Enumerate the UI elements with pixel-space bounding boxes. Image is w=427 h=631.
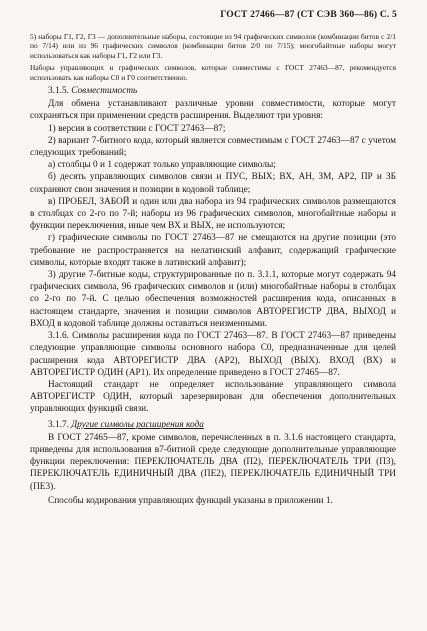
section-number: 3.1.5. [48,86,69,97]
list-item: 3) другие 7-битные коды, структурированные по п. 3.1.1, которые могут содержать 94 графических символа, 96 графических символов и (или) многобайтные наборы в столбцах со 2-го по 7-й. С целью обеспечения возможностей расширения кода, описанных в настоящем стандарте, значения и позиции символов АВТОРЕГИСТР ДВА, ВЫХОД и ВХОД в кодовой таблице должны оставаться неизменными. [30,270,396,329]
note-paragraph: 5) наборы Г1, Г2, Г3 — дополнительные наборы, состоящие из 94 графических символов (комбинации битов с 2/1 по 7/14) или из 96 графических символов (комбинации битов 2/0 по 7/15); многобайтные наборы могут использоваться как наборы Г1, Г2 или Г3. [30,32,396,60]
section-title: Совместимость [71,86,138,97]
sub-list-item: б) десять управляющих символов связи и ПУС, ВЫХ; ВХ, АН, ЗМ, АР2, ПР и ЗБ сохраняют свои значения и позиции в кодовой таблице; [30,172,396,195]
page-header: ГОСТ 27466—87 (СТ СЭВ 360—86) С. 5 [220,10,397,20]
section-heading-3-1-7 [30,419,396,431]
sub-list-item: г) графические символы по ГОСТ 27463—87 не смещаются на другие позиции (это требование не распространяется на нелатинский алфавит, содержащий графические символы, которые входят также в латинский алфавит); [30,233,396,268]
list-item: 1) версия в соответствии с ГОСТ 27463—87; [48,123,226,134]
section-title: Другие символы расширения кода [71,419,204,430]
page-content [30,32,396,507]
section-heading-3-1-5 [30,85,396,97]
paragraph: Настоящий стандарт не определяет использование управляющего символа АВТОРЕГИСТР ОДИН, который зарезервирован для обеспечения дополнительных управляющих функций связи. [30,379,396,415]
paragraph: В ГОСТ 27465—87, кроме символов, перечисленных в п. 3.1.6 настоящего стандарта, приведены для использования в7-битной среде следующие дополнительные управляющие функции переключения: ПЕРЕКЛЮЧАТЕЛЬ ДВА (П2), ПЕРЕКЛЮЧАТЕЛЬ ТРИ (П3), ПЕРЕКЛЮЧАТЕЛЬ ЕДИНИЧНЫЙ ДВА (ПЕ2), ПЕРЕКЛЮЧАТЕЛЬ ЕДИНИЧНЫЙ ТРИ (ПЕ3). [30,432,396,492]
paragraph: Способы кодирования управляющих функций указаны в приложении 1. [48,495,333,506]
paragraph: Для обмена устанавливают различные уровни совместимости, которые могут сохраняться при применении средств расширения. Выделяют три уровня: [30,99,396,122]
list-item: 2) вариант 7-битного кода, который является совместимым с ГОСТ 27463—87 с учетом следующих требований; [30,135,396,159]
section-number: 3.1.7. [48,419,69,430]
sub-list-item: а) столбцы 0 и 1 содержат только управляющие символы; [48,160,276,171]
note-paragraph: Наборы управляющих и графических символов, которые совместимы с ГОСТ 27463—87, рекомендуется использовать как наборы С0 и Г0 соответственно. [30,63,396,82]
sub-list-item: в) ПРОБЕЛ, ЗАБОЙ и один или два набора из 94 графических символов размещаются в столбцах со 2-го по 7-й; наборы из 96 графических символов, многобайтные наборы и функции переключения, иные чем ВХ и ВЫХ, не используются; [30,196,396,232]
paragraph-3-1-6: 3.1.6. Символы расширения кода по ГОСТ 27463—87. В ГОСТ 27463—87 приведены следующие управляющие символы основного набора С0, предназначенные для целей расширения кода АВТОРЕГИСТР ДВА (АР2), ВЫХОД (ВЫХ). ВХОД (ВХ) и АВТОРЕГИСТР ОДИН (АР1). Их определение приведено в ГОСТ 27465—87. [30,331,396,378]
